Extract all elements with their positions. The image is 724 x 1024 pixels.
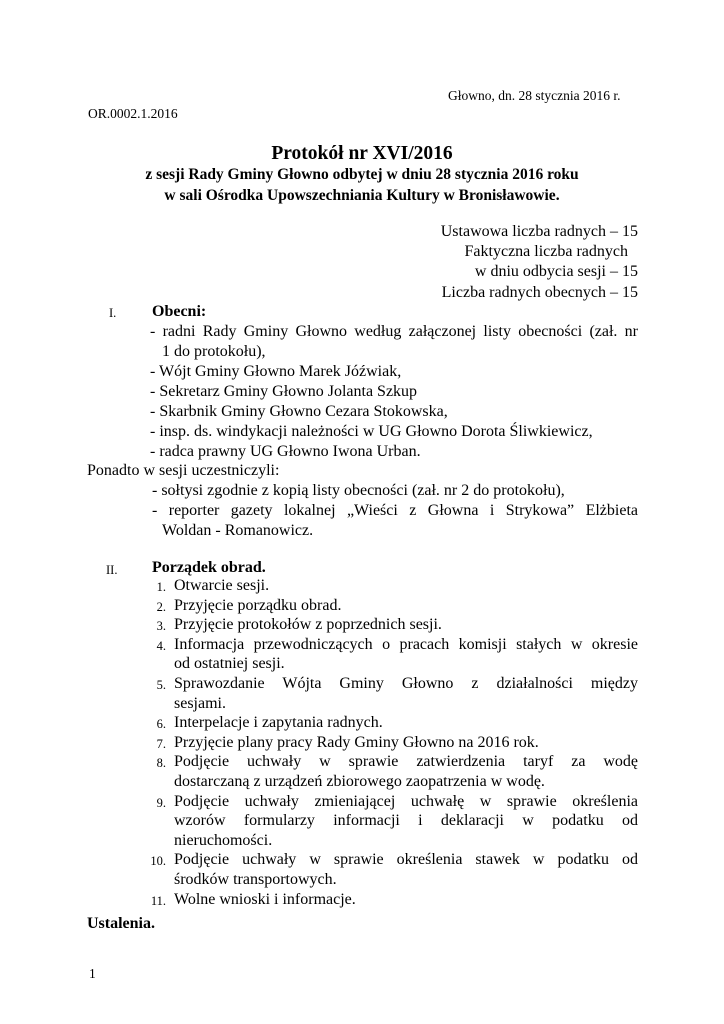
section-2-heading: Porządek obrad.	[152, 559, 266, 576]
count-actual-value: w dniu odbycia sesji – 15	[474, 263, 638, 280]
count-statutory: Ustawowa liczba radnych – 15	[440, 223, 638, 240]
attendee-line: 1 do protokołu),	[162, 343, 266, 360]
agenda-item-text: nieruchomości.	[174, 831, 273, 849]
agenda-item-text: Podjęcie uchwały zmieniającej uchwałę w sprawie określenia	[174, 792, 638, 810]
attendee-line: - Sekretarz Gminy Głowno Jolanta Szkup	[150, 383, 418, 400]
agenda-item-number: 4.	[156, 638, 166, 653]
document-title: Protokół nr XVI/2016	[271, 143, 453, 164]
agenda-item-number: 1.	[156, 580, 166, 594]
agenda-item-text: wzorów formularzy informacji i deklaracji w podatku od	[174, 812, 638, 830]
agenda-item-text: od ostatniej sesji.	[174, 655, 285, 673]
attendee-line: - insp. ds. windykacji należności w UG Głowno Dorota Śliwkiewicz,	[150, 423, 593, 440]
attendee-line: - radni Rady Gminy Głowno według załączonej listy obecności (zał. nr	[150, 323, 638, 340]
agenda-item-text: Otwarcie sesji.	[174, 577, 270, 594]
reference-number: OR.0002.1.2016	[88, 106, 178, 121]
agenda-item-text: Informacja przewodniczących o pracach komisji stałych w okresie	[174, 635, 638, 653]
agenda-item-text: Sprawozdanie Wójta Gminy Głowno z działalności między	[174, 675, 638, 692]
agenda-item-text: Podjęcie uchwały w sprawie określenia stawek w podatku od	[174, 851, 638, 869]
agenda-item-number: 11.	[150, 893, 166, 908]
agenda-item-text: Interpelacje i zapytania radnych.	[174, 714, 383, 732]
count-actual-label: Faktyczna liczba radnych	[464, 243, 628, 260]
agenda-item-number: 10.	[150, 854, 166, 869]
agenda-item-number: 6.	[156, 717, 166, 732]
also-present-line: - sołtysi zgodnie z kopią listy obecności (zał. nr 2 do protokołu),	[152, 482, 565, 499]
also-present-line: Woldan - Romanowicz.	[162, 522, 314, 539]
agenda-item-number: 8.	[156, 756, 166, 771]
agenda-item-text: sesjami.	[174, 694, 226, 712]
section-2-numeral: II.	[106, 563, 118, 577]
also-present-heading: Ponadto w sesji uczestniczyli:	[87, 462, 280, 479]
agenda-item-text: środków transportowych.	[174, 871, 337, 888]
agenda-item-text: Przyjęcie porządku obrad.	[174, 596, 342, 614]
place-date: Głowno, dn. 28 stycznia 2016 r.	[448, 88, 621, 103]
agenda-item-text: Przyjęcie plany pracy Rady Gminy Głowno na 2016 rok.	[174, 733, 539, 751]
section-1-heading: Obecni:	[152, 303, 207, 320]
also-present-line: - reporter gazety lokalnej „Wieści z Głowna i Strykowa” Elżbieta	[152, 502, 638, 519]
agenda-item-text: dostarczaną z urządzeń zbiorowego zaopatrzenia w wodę.	[174, 773, 545, 790]
agenda-item-number: 9.	[156, 795, 166, 810]
section-1-numeral: I.	[109, 306, 117, 320]
agenda-item-text: Podjęcie uchwały w sprawie zatwierdzenia taryf za wodę	[174, 753, 638, 771]
document-subtitle-2: w sali Ośrodka Upowszechniania Kultury w Bronisławowie.	[164, 187, 560, 204]
agenda-item-text: Wolne wnioski i informacje.	[174, 890, 356, 908]
attendee-line: - Wójt Gminy Głowno Marek Jóźwiak,	[150, 363, 402, 380]
agenda-item-number: 3.	[156, 619, 166, 634]
agenda-item-number: 5.	[156, 678, 166, 692]
agenda-item-number: 7.	[156, 736, 166, 751]
document-subtitle-1: z sesji Rady Gminy Głowno odbytej w dniu 28 stycznia 2016 roku	[145, 166, 579, 183]
count-present: Liczba radnych obecnych – 15	[441, 284, 638, 301]
agenda-item-number: 2.	[156, 599, 166, 614]
attendee-line: - Skarbnik Gminy Głowno Cezara Stokowska,	[150, 403, 448, 420]
page-number: 1	[89, 966, 96, 981]
findings-heading: Ustalenia.	[87, 915, 155, 932]
agenda-item-text: Przyjęcie protokołów z poprzednich sesji.	[174, 616, 442, 634]
attendee-line: - radca prawny UG Głowno Iwona Urban.	[150, 443, 421, 460]
